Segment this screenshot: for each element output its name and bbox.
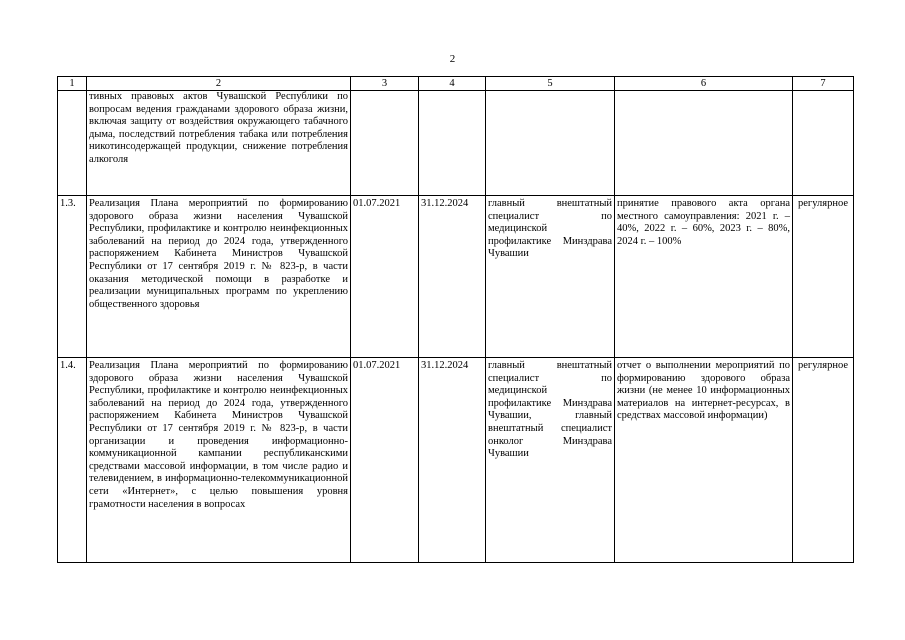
table-row [58,91,854,196]
header-cell: 6 [615,77,793,91]
frequency: регулярное [793,358,854,563]
header-cell: 3 [351,77,419,91]
item-number: 1.3. [58,196,87,358]
header-cell: 1 [58,77,87,91]
table-row [58,196,854,358]
responsible: главный внештатный специалист по медицинской профилактике Минздрава Чувашии, главный внештатный специалист онколог Минздрава Чувашии [486,358,615,563]
item-number: 1.4. [58,358,87,563]
start-date [351,91,419,196]
result: отчет о выполнении мероприятий по формированию здорового образа жизни (не менее 10 информационных материалов на интернет-ресурсах, в средствах массовой информации) [615,358,793,563]
result: принятие правового акта органа местного самоуправления: 2021 г. – 40%, 2022 г. – 60%, 2023 г. – 80%, 2024 г. – 100% [615,196,793,358]
header-cell: 4 [419,77,486,91]
measure-text: Реализация Плана мероприятий по формированию здорового образа жизни населения Чувашской Республики, профилактике и контролю неинфекционных заболеваний на период до 2024 года, утвержденного распоряжением Кабинета Министров Чувашской Республики от 17 сентября 2019 г. № 823-р, в части организации и проведения информационно-коммуникационной кампании республиканскими средствами массовой информации, в том числе радио и телевидением, в информационно-телекоммуникационной сети «Интернет», с целью повышения уровня грамотности населения в вопросах [87,358,351,563]
end-date [419,91,486,196]
result [615,91,793,196]
measure-text: Реализация Плана мероприятий по формированию здорового образа жизни населения Чувашской Республики, профилактике и контролю неинфекционных заболеваний на период до 2024 года, утвержденного распоряжением Кабинета Министров Чувашской Республики от 17 сентября 2019 г. № 823-р, в части оказания методической помощи в разработке и реализации муниципальных программ по укреплению общественного здоровья [87,196,351,358]
header-cell: 2 [87,77,351,91]
end-date: 31.12.2024 [419,358,486,563]
frequency [793,91,854,196]
responsible: главный внештатный специалист по медицинской профилактике Минздрава Чувашии [486,196,615,358]
item-number [58,91,87,196]
measure-text: тивных правовых актов Чувашской Республики по вопросам ведения гражданами здорового образа жизни, включая защиту от воздействия окружающего табачного дыма, последствий потребления табака или потребления никотинсодержащей продукции, снижение потребления алкоголя [87,91,351,196]
table-row [58,358,854,563]
start-date: 01.07.2021 [351,358,419,563]
header-cell: 7 [793,77,854,91]
header-cell: 5 [486,77,615,91]
end-date: 31.12.2024 [419,196,486,358]
responsible [486,91,615,196]
measures-table [57,76,854,563]
start-date: 01.07.2021 [351,196,419,358]
header-row [58,77,854,91]
page-number: 2 [449,53,456,65]
frequency: регулярное [793,196,854,358]
